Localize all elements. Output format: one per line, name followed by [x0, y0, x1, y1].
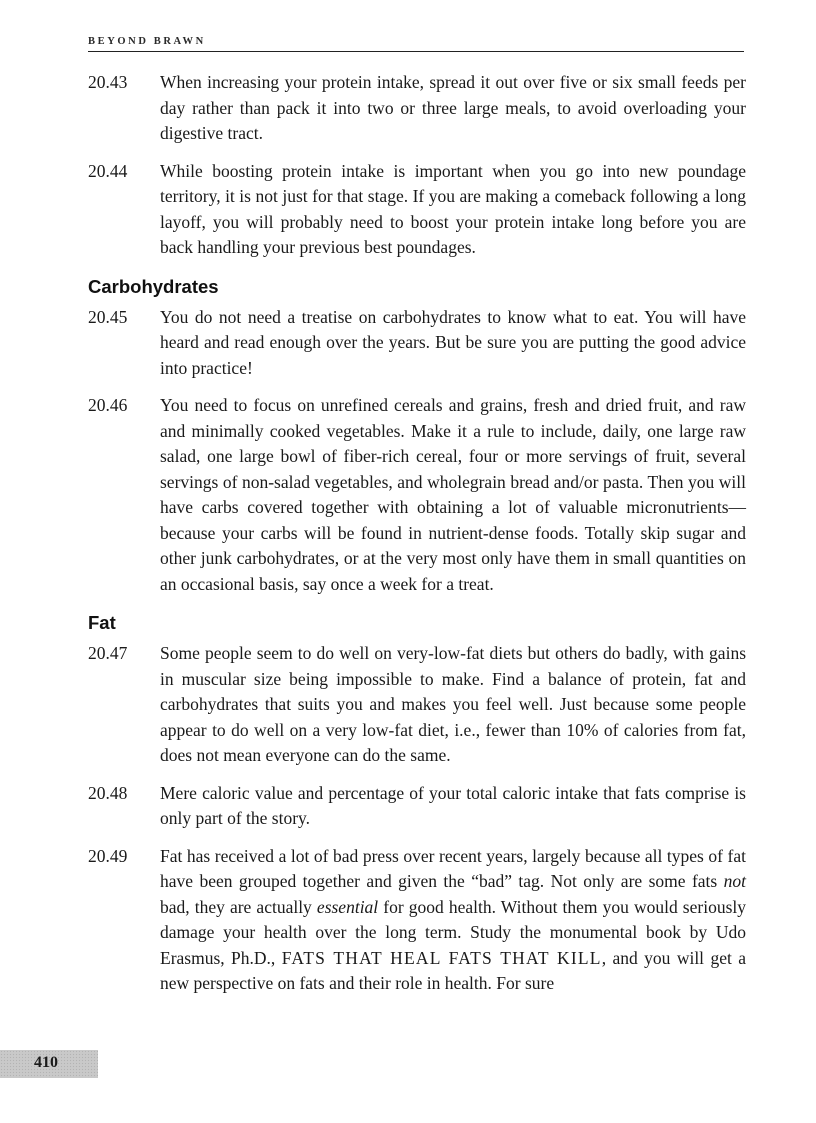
paragraph-number: 20.47 — [88, 643, 128, 663]
paragraph-20-47 — [88, 641, 746, 769]
section-heading-fat: Fat — [88, 612, 116, 633]
paragraph-text — [160, 844, 746, 997]
header-rule — [88, 51, 744, 52]
paragraph-number: 20.45 — [88, 306, 128, 327]
paragraph-number: 20.44 — [88, 160, 128, 181]
paragraph-text: When increasing your protein intake, spread it out over five or six small feeds per day rather than pack it into two or three large meals, to avoid overloading your digestive tract. — [160, 72, 746, 143]
running-head: BEYOND BRAWN — [88, 36, 206, 47]
paragraph-20-46 — [88, 393, 746, 597]
paragraph-20-48 — [88, 781, 746, 832]
page-number: 410 — [34, 1054, 58, 1071]
paragraph-20-44 — [88, 159, 746, 261]
paragraph-text: Some people seem to do well on very-low-fat diets but others do badly, with gains in muscular size being impossible to make. Find a balance of protein, fat and carbohydrates that suits you and makes you feel well. Just because some people appear to do well on a very low-fat diet, i.e., fewer than 10% of calories from fat, does not mean everyone can do the same. — [160, 643, 746, 765]
book-title: FATS THAT HEAL FATS THAT KILL — [281, 947, 602, 968]
paragraph-number: 20.43 — [88, 72, 128, 92]
paragraph-number: 20.49 — [88, 845, 128, 866]
emphasis-essential: essential — [316, 896, 379, 917]
paragraph-20-43 — [88, 70, 746, 147]
paragraph-text: You need to focus on unrefined cereals and grains, fresh and dried fruit, and raw and minimally cooked vegetables. Make it a rule to include, daily, one large raw salad, one large bowl of fiber-rich cereal, four or more servings of fruit, several servings of non-salad vegetables, and wholegrain bread and/or pasta. Then you will have carbs covered together with obtaining a lot of valuable micronutrients—because your carbs will be found in nutrient-dense foods. Totally skip sugar and other junk carbohydrates, or at the very most only have them in small quantities on an occasional basis, say once a week for a treat. — [160, 395, 746, 594]
text-run: bad, they are actually — [160, 896, 317, 917]
paragraph-text: Mere caloric value and percentage of your total caloric intake that fats comprise is only part of the story. — [160, 782, 746, 828]
text-run: Fat has received a lot of bad press over recent years, largely because all types of fat have been grouped together and given the “bad” tag. Not only are some fats — [160, 845, 746, 891]
text-run: , and you will get a new perspective on fats and their role in health. For sure — [160, 947, 747, 993]
paragraph-20-45 — [88, 305, 746, 382]
paragraph-text: While boosting protein intake is important when you go into new poundage territory, it is not just for that stage. If you are making a comeback following a long layoff, you will probably need to boost your protein intake long before you are back handling your previous best poundages. — [160, 160, 746, 257]
paragraph-number: 20.46 — [88, 395, 128, 415]
emphasis-not: not — [723, 871, 746, 891]
paragraph-number: 20.48 — [88, 782, 128, 803]
page-body — [88, 70, 746, 1009]
paragraph-text: You do not need a treatise on carbohydrates to know what to eat. You will have heard and read enough over the years. But be sure you are putting the good advice into practice! — [160, 306, 746, 378]
section-heading-carbohydrates: Carbohydrates — [88, 275, 219, 297]
page-number-tab — [0, 1050, 98, 1078]
text-run: for good health. Without them you would seriously damage your health over the long term. Study the monumental book by Udo Erasmus, Ph.D., — [160, 896, 746, 968]
paragraph-20-49 — [88, 844, 746, 997]
